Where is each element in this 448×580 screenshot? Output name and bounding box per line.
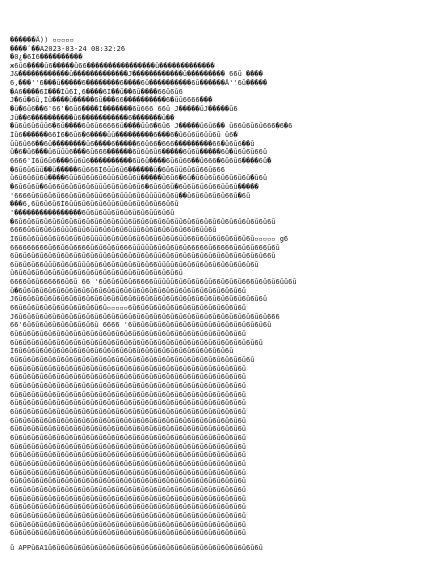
body-text-line: Ǐǘ6������66Ǐ6�6ǘ6�6����ǘǘ���������6���6�ǘ6ǘ6ǘ6ǘǘ6ǘ ǘ6� xyxy=(10,130,238,139)
body-text-line: '6666ǘ6ǘ6ǘ6ǘ66ǘ6ǘ6ǘ6ǘǘ66ǘ6ǘǘǘ6ǘ6ǘǘǘǘ6ǘ6ǘ��ǘ6ǘ6ǘ6ǘ6ǘ66ǘ�6ǘ xyxy=(10,191,251,200)
body-text-line: 6ǘ6ǘ6ǘ6ǘ6ǘ6ǘ6ǘ6ǘ6ǘ6ǘ6ǘ6ǘ6ǘ6ǘ6ǘ6ǘ6ǘ6ǘ6ǘ6ǘ6ǘ6ǘ6ǘ6ǘ6ǘ6ǘ6ǘ6ǘ xyxy=(10,390,247,399)
body-text-line: 6ǘ6ǘ6ǘ6ǘ6ǘ6ǘ6ǘ6ǘ6ǘ6ǘ6ǘǘ6ǘ6ǘ6ǘ6ǘ6ǘ6ǘǘ6ǘ6ǘ6ǘ6ǘ6ǘ6ǘ6ǘ6ǘ6ǘ6ǘ6ǘ6ǘ66ǘ xyxy=(10,252,276,261)
body-text-line: ǘǘ6ǘ66��6ǘ��������ǘ6����6�����66ǘ66�666���������66�ǘ6ǘ6��ǘ xyxy=(10,139,255,148)
footer-line: ǘ APPǘ6A1ǘ6ǘ6ǘ6ǘ6ǘ6ǘ6ǘ6ǘ6ǘ6ǘ6ǘ6ǘ6ǘ6ǘ6ǘ6ǘ6ǘ6ǘ6ǘ6ǘ6ǘ6ǘ6ǘ6ǘ6ǘ6ǘ xyxy=(10,544,263,552)
body-text-line: �ǘ�6ǘ6��6'66'�6ǘ6����Ǐ�������6ǘ666 66ǘ J�����ǘJ�����ǘ6 xyxy=(10,105,238,113)
body-text-line: J6ǘ6ǘ6ǘ6ǘ6ǘ6ǘ6ǘ6ǘ6ǘ6ǘ6ǘ6ǘ6ǘ6ǘ6ǘ6ǘ6ǘ6ǘ6ǘ6ǘ6ǘ6ǘ6ǘ6ǘ6ǘ6ǘ6ǘ6ǘ6ǘ6ǘ xyxy=(10,295,268,304)
body-text-line: Ǐ6ǘ6ǘ6ǘ6ǘ6ǘ6ǘ6ǘ6ǘ6ǘ6ǘ6ǘ6ǘ6ǘ6ǘ6ǘ6ǘ6ǘ6ǘ6ǘ6ǘ6ǘ6ǘ6ǘ6ǘ6ǘ6ǘ xyxy=(10,347,234,356)
body-text-line: Jǘ��6����������ǘ6�����������6�������ǘ�� xyxy=(10,113,175,122)
body-text-line: 6666'Ǐ6ǘ6ǘ6���6ǘ6ǘ6����������6ǘ6ǘ����6ǘ6ǘ66��ǘ666�6ǘ6ǘ6����6ǘ� xyxy=(10,156,272,165)
body-text-line: 6ǘ6ǘ6ǘ6ǘ6ǘ6ǘ6ǘ6ǘ6ǘ6ǘ6ǘ6ǘ6ǘ6ǘ6ǘ6ǘ6ǘ6ǘ6ǘ6ǘ6ǘ6ǘ6ǘ6ǘ6ǘ6ǘ6ǘ6ǘ xyxy=(10,416,247,425)
body-text-line: 6ǘ6ǘ6ǘ6ǘ6ǘ6ǘ6ǘ6ǘ6ǘ6ǘ6ǘ6ǘ6ǘ6ǘ6ǘ6ǘ6ǘ6ǘ6ǘ6ǘ6ǘ6ǘ6ǘ6ǘ6ǘ6ǘ6ǘ6ǘ xyxy=(10,407,247,416)
body-text-line: 6ǘ6ǘ6ǘ6ǘ6ǘ6ǘ6ǘ6ǘ6ǘ6ǘ6ǘ6ǘ6ǘ6ǘ6ǘ6ǘ6ǘ6ǘ6ǘ6ǘ6ǘ6ǘ6ǘ6ǘ6ǘ6ǘ6ǘ6ǘ xyxy=(10,442,247,451)
body-text-line: 6ǘ6ǘ6ǘ6ǘ6ǘ6ǘ6ǘ6ǘ6ǘ6ǘ6ǘ6ǘ6ǘ6ǘ6ǘ6ǘ6ǘ6ǘ6ǘ6ǘ6ǘ6ǘ6ǘ6ǘ6ǘ6ǘ6ǘ6ǘ xyxy=(10,382,247,390)
body-text-line: �ǘ6ǘ6ǘ6ǘǘ6�6ǘ����6ǘ6ǘ66666ǘ����ǘǘ6�6ǘ6 J�����ǘ6ǘ6�� ǘ66ǘ6ǘ6ǘ666�6�6 xyxy=(10,122,293,131)
body-text-line: 6ǘ6ǘ6ǘ6ǘ6ǘ6ǘ6ǘ6ǘ6ǘ6ǘ6ǘ6ǘ6ǘ6ǘ6ǘ6ǘ6ǘ6ǘ6ǘ6ǘ6ǘ6ǘ6ǘ6ǘ6ǘ6ǘ6ǘ6ǘ xyxy=(10,451,247,460)
body-text-line: ǘ�6ǘ6ǘ6ǘ6ǘ6ǘ6ǘ6ǘ6ǘ6ǘ6ǘ6ǘ6ǘ6ǘ6ǘ6ǘ6ǘ6ǘ6ǘ6ǘ6ǘ6ǘ6ǘ6ǘ6ǘ6ǘ6ǘ6ǘ xyxy=(10,286,247,295)
document-body xyxy=(10,70,438,537)
body-text-line: 666666666ǘ66ǘ6ǘ6666ǘ6ǘ6ǘ6ǘ666ǘǘǘǘǘ6ǘ6ǘ6ǘ6ǘ66666ǘ66666ǘ6ǘ6ǘ666ǘ6ǘ xyxy=(10,243,280,252)
body-text-line: 66'6ǘ6ǘ6ǘ6ǘ6ǘ6ǘ6ǘ6ǘ6ǘ 6666 '6ǘ6ǘ6ǘ6ǘ6ǘ6ǘ6ǘ6ǘ6ǘ6ǘ6ǘ6ǘ6ǘ6ǘ6ǘ6ǘ6ǘ xyxy=(10,321,272,330)
body-text-line: 6ǘ6ǘ6ǘ6ǘ6ǘ6ǘ6ǘ6ǘ6ǘ6ǘ6ǘ6ǘ6ǘ6ǘ6ǘ6ǘ6ǘ6ǘ6ǘ6ǘ6ǘ6ǘ6ǘ6ǘ6ǘ6ǘ6ǘ6ǘ xyxy=(10,364,247,373)
body-text-line: 6ǘ6ǘ6ǘ6ǘ6ǘ6ǘ6ǘ6ǘ6ǘ6ǘ6ǘ6ǘ6ǘ6ǘ6ǘ6ǘ6ǘ6ǘ6ǘ6ǘ6ǘ6ǘ6ǘ6ǘ6ǘ6ǘ6ǘ6ǘ xyxy=(10,459,247,468)
body-text-line: 66ǘ6ǘ6ǘ6ǘ6ǘ6ǘ6ǘ6ǘ6ǘ6ǘ6ǘ▫▫▫▫▫6ǘ6ǘ6ǘ6ǘ6ǘ6ǘ6ǘ6ǘ6ǘ6ǘ6ǘ6ǘ6ǘ6ǘ xyxy=(10,304,247,313)
body-text-line: 6ǘ6ǘ6ǘ6ǘ6ǘ6ǘ6ǘ6ǘ6ǘ6ǘ6ǘ6ǘ6ǘ6ǘ6ǘ6ǘ6ǘ6ǘ6ǘ6ǘ6ǘ6ǘ6ǘ6ǘ6ǘ6ǘ6ǘ6ǘ6ǘ xyxy=(10,356,255,365)
body-text-line: 6ǘ6ǘ6ǘ6ǘ6ǘ6ǘ6ǘ6ǘ6ǘ6ǘ6ǘ6ǘ6ǘ6ǘ6ǘ6ǘ6ǘ6ǘ6ǘ6ǘ6ǘ6ǘ6ǘ6ǘ6ǘ6ǘ6ǘ6ǘ xyxy=(10,373,247,382)
body-text-line: 6ǘ6ǘ6ǘ66ǘǘǘ6ǘ6ǘ6ǘǘǘ6ǘ6ǘ6ǘ6ǘ6ǘ6ǘ6ǘ66ǘǘǘǘ6ǘ6ǘ6ǘ6ǘ6ǘ6ǘ6ǘ6ǘ6ǘ6ǘ xyxy=(10,260,259,269)
body-text-line: 6,���''6���ǘ�����6��������6����6ǘ����������6ǘ������Ǟ''6ǘ����� xyxy=(10,79,268,88)
body-text-line: ǘ6ǘ6ǘ6ǘ6ǘ����6ǘǘ6ǘ6ǘ6ǘ6ǘǘ6ǘ6ǘ6ǘ�����ǘ6ǘ6�6ǘ�ǘ6ǘ6ǘ6ǘ6ǘ6ǘ6ǘ�ǘ6ǘ xyxy=(10,174,268,183)
body-text-line: 6666ǘ6ǘ6ǘ6ǘ6ǘǘǘ6ǘǘ6ǘǘ6ǘ6ǘ6ǘ6ǘǘǘ6ǘ6ǘ6ǘ6ǘ6ǘ66ǘ6ǘǘ6ǘ xyxy=(10,226,217,235)
body-text-line: ���6,6ǘ6ǘ6ǘ6Ǐ6ǘǘ6ǘ6ǘ6ǘ6ǘǘ6ǘ6ǘ6ǘ6ǘ6ǘ66ǘ6ǘ xyxy=(10,200,179,209)
body-text-line: J&������������ǘ�������������J������������ǘ��������� 66ǘ ���� xyxy=(10,70,263,79)
body-text-line: 6ǘ6ǘ6ǘ6ǘ6ǘ6ǘ6ǘ6ǘ6ǘ6ǘ6ǘ6ǘ6ǘ6ǘ6ǘ6ǘ6ǘ6ǘ6ǘ6ǘ6ǘ6ǘ6ǘ6ǘ6ǘ6ǘ6ǘ6ǘ xyxy=(10,468,247,477)
header-line: ж6ǘ6����ǘ6�����ǘ66����������������ǘ������������� xyxy=(10,61,215,70)
body-text-line: 6ǘ6ǘ6ǘ6ǘ6ǘ6ǘ6ǘ6ǘ6ǘ6ǘ6ǘ6ǘ6ǘ6ǘ6ǘ6ǘ6ǘ6ǘ6ǘ6ǘ6ǘ6ǘ6ǘ6ǘ6ǘ6ǘ6ǘ6ǘ xyxy=(10,485,247,494)
body-text-line: 6ǘ6ǘ6ǘ6ǘ6ǘ6ǘ6ǘ6ǘ6ǘ6ǘ6ǘ6ǘ6ǘ6ǘ6ǘ6ǘ6ǘ6ǘ6ǘ6ǘ6ǘ6ǘ6ǘ6ǘ6ǘ6ǘ6ǘ6ǘ xyxy=(10,494,247,503)
body-text-line: �6ǘ6ǘ6ǘ�6ǘ66ǘ6ǘ6ǘ6ǘ6ǘǘǘ6ǘ6ǘ6ǘ6ǘ6�6ǘ6ǘ6ǘ�6ǘ6ǘ6ǘ6ǘ66ǘǘ6ǘ����� xyxy=(10,182,259,191)
body-text-line: 6ǘ6ǘ6ǘ6ǘ6ǘ6ǘ6ǘ6ǘ6ǘ6ǘ6ǘ6ǘ6ǘ6ǘ6ǘ6ǘ6ǘ6ǘ6ǘ6ǘ6ǘ6ǘ6ǘ6ǘ6ǘ6ǘ6ǘ6ǘ6ǘ6ǘ xyxy=(10,338,263,347)
body-text-line: 6ǘ6ǘ6ǘ6ǘ6ǘ6ǘ6ǘ6ǘ6ǘ6ǘ6ǘ6ǘ6ǘ6ǘ6ǘ6ǘ6ǘ6ǘ6ǘ6ǘ6ǘ6ǘ6ǘ6ǘ6ǘ6ǘ6ǘ6ǘ xyxy=(10,399,247,408)
body-text-line: �6ǘ6ǘ6ǘ6ǘ6ǘ6ǘ6ǘ6ǘ6ǘ6ǘ6ǘ6ǘ6ǘǘ6ǘ6ǘ6ǘ6ǘ6ǘ6ǘǘ6ǘ6ǘ6ǘ6ǘ6ǘ6ǘ6ǘ6ǘ6ǘ6ǘ6ǘ xyxy=(10,217,276,226)
body-text-line: �À6����6Ǐ���Ǐǘ6Ǐ,6����6Ǐ��ǘ��6ǘ����66ǘ6ǘ6 xyxy=(10,87,183,96)
document-header xyxy=(10,36,438,70)
body-text-line: 6666ǘ6ǘ666666ǘ6ǘ 66 '6ǘ6ǘ6ǘ6ǘ66666ǘǘǘǘǘ6ǘ6ǘ6ǘ6ǘǘ66ǘ6ǘ6ǘ666ǘ6ǘ6ǘ6ǘǘ6ǘ xyxy=(10,278,297,287)
body-text-line: Ǐ6ǘ6ǘ6ǘǘ6ǘ6ǘ6ǘ6ǘ6ǘ6ǘǘǘǘ6ǘ6ǘ6ǘ6ǘ6ǘ6ǘ6ǘ6ǘ6ǘǘ66ǘ6ǘǘ6ǘ6ǘ6ǘ6ǘ6ǘ▫▫▫▫▫ g6 xyxy=(10,234,289,243)
header-line: ������Ǟ)) ▫▫▫▫▫ xyxy=(10,36,74,44)
document-footer xyxy=(10,544,438,553)
body-text-line: 6ǘ6ǘ6ǘ6ǘ6ǘ6ǘ6ǘ6ǘ6ǘ6ǘ6ǘ6ǘ6ǘ6ǘ6ǘ6ǘ6ǘ6ǘ6ǘ6ǘ6ǘ6ǘ6ǘ6ǘ6ǘ6ǘ6ǘ6ǘ xyxy=(10,503,247,512)
body-text-line: ǘ6ǘ6ǘ6ǘ6ǘ6ǘ6ǘ6ǘ6ǘ6ǘ6ǘ6ǘ6ǘ6ǘ6ǘ6ǘ6ǘ6ǘ6ǘ6ǘ6ǘ xyxy=(10,269,183,278)
body-text-line: 6ǘ6ǘ6ǘ6ǘ6ǘ6ǘ6ǘ6ǘ6ǘ6ǘ6ǘ6ǘ6ǘ6ǘ6ǘ6ǘ6ǘ6ǘ6ǘ6ǘ6ǘ6ǘ6ǘ6ǘ6ǘ6ǘ6ǘ6ǘ xyxy=(10,477,247,486)
body-text-line: 6ǘ6ǘ6ǘ6ǘ6ǘ6ǘ6ǘ6ǘ6ǘ6ǘ6ǘ6ǘ6ǘ6ǘ6ǘ6ǘ6ǘ6ǘ6ǘ6ǘ6ǘ6ǘ6ǘ6ǘ6ǘ6ǘ6ǘ6ǘ xyxy=(10,511,247,520)
body-text-line: 6ǘ6ǘ6ǘ6ǘ6ǘ6ǘ6ǘ6ǘ6ǘ6ǘ6ǘ6ǘ6ǘ6ǘ6ǘ6ǘ6ǘ6ǘ6ǘ6ǘ6ǘ6ǘ6ǘ6ǘ6ǘ6ǘ6ǘ6ǘ xyxy=(10,529,247,538)
body-text-line: 6ǘ6ǘ6ǘ6ǘ6ǘ6ǘ6ǘ6ǘ6ǘ6ǘ6ǘ6ǘ6ǘ6ǘ6ǘ6ǘ6ǘ6ǘ6ǘ6ǘ6ǘ6ǘ6ǘ6ǘ6ǘ6ǘ6ǘ6ǘ xyxy=(10,330,247,339)
body-text-line: J�6ǘ�6ǘ,Ǐǘ����ǘ�����6ǘ���66����������6�ǘǘ6666��� xyxy=(10,96,213,105)
body-text-line: 6ǘ6ǘ6ǘ6ǘ6ǘ6ǘ6ǘ6ǘ6ǘ6ǘ6ǘ6ǘ6ǘ6ǘ6ǘ6ǘ6ǘ6ǘ6ǘ6ǘ6ǘ6ǘ6ǘ6ǘ6ǘ6ǘ6ǘ6ǘ xyxy=(10,433,247,442)
timestamp-line: ����ʹ��Ȧ2023-03-24 08:32:26 xyxy=(10,44,126,53)
body-text-line: '����������������6ǘ6ǘ6ǘǘ6ǘ6ǘ6ǘ6ǘ6ǘǘ6ǘ6ǘ xyxy=(10,208,175,217)
body-text-line: �6ǘ6ǘ6ǘǘ��ǘ�����6ǘ666Ǐ6ǘǘ6ǘ6������ǘ�6ǘ6ǘǘ6ǘ6ǘ66ǘ666 xyxy=(10,165,225,174)
body-text-line: J6ǘ6ǘ6ǘ6ǘ6ǘ6ǘ6ǘ6ǘ6ǘ6ǘ6ǘ6ǘ6ǘ6ǘ6ǘ6ǘ6ǘ6ǘ6ǘ6ǘ6ǘ6ǘ6ǘ6ǘ6ǘ6ǘ6ǘ6ǘ6ǘ6ǘ666 xyxy=(10,312,280,321)
header-line: �0¿�6Ǐ6���������� xyxy=(10,53,83,62)
body-text-line: 6ǘ6ǘ6ǘ6ǘ6ǘ6ǘ6ǘ6ǘ6ǘ6ǘ6ǘ6ǘ6ǘ6ǘ6ǘ6ǘ6ǘ6ǘ6ǘ6ǘ6ǘ6ǘ6ǘ6ǘ6ǘ6ǘ6ǘ6ǘ xyxy=(10,425,247,434)
body-text-line: ǘ�6�ǘ6���ǘ6ǘǘǘ6���6ǘ666������6ǘ6ǘ6ǘ6�����6ǘ6ǘ�����6ǘ�ǘ6ǘ6ǘ66ǘ xyxy=(10,148,268,157)
body-text-line: 6ǘ6ǘ6ǘ6ǘ6ǘ6ǘ6ǘ6ǘ6ǘ6ǘ6ǘ6ǘ6ǘ6ǘ6ǘ6ǘ6ǘ6ǘ6ǘ6ǘ6ǘ6ǘ6ǘ6ǘ6ǘ6ǘ6ǘ6ǘ xyxy=(10,520,247,529)
